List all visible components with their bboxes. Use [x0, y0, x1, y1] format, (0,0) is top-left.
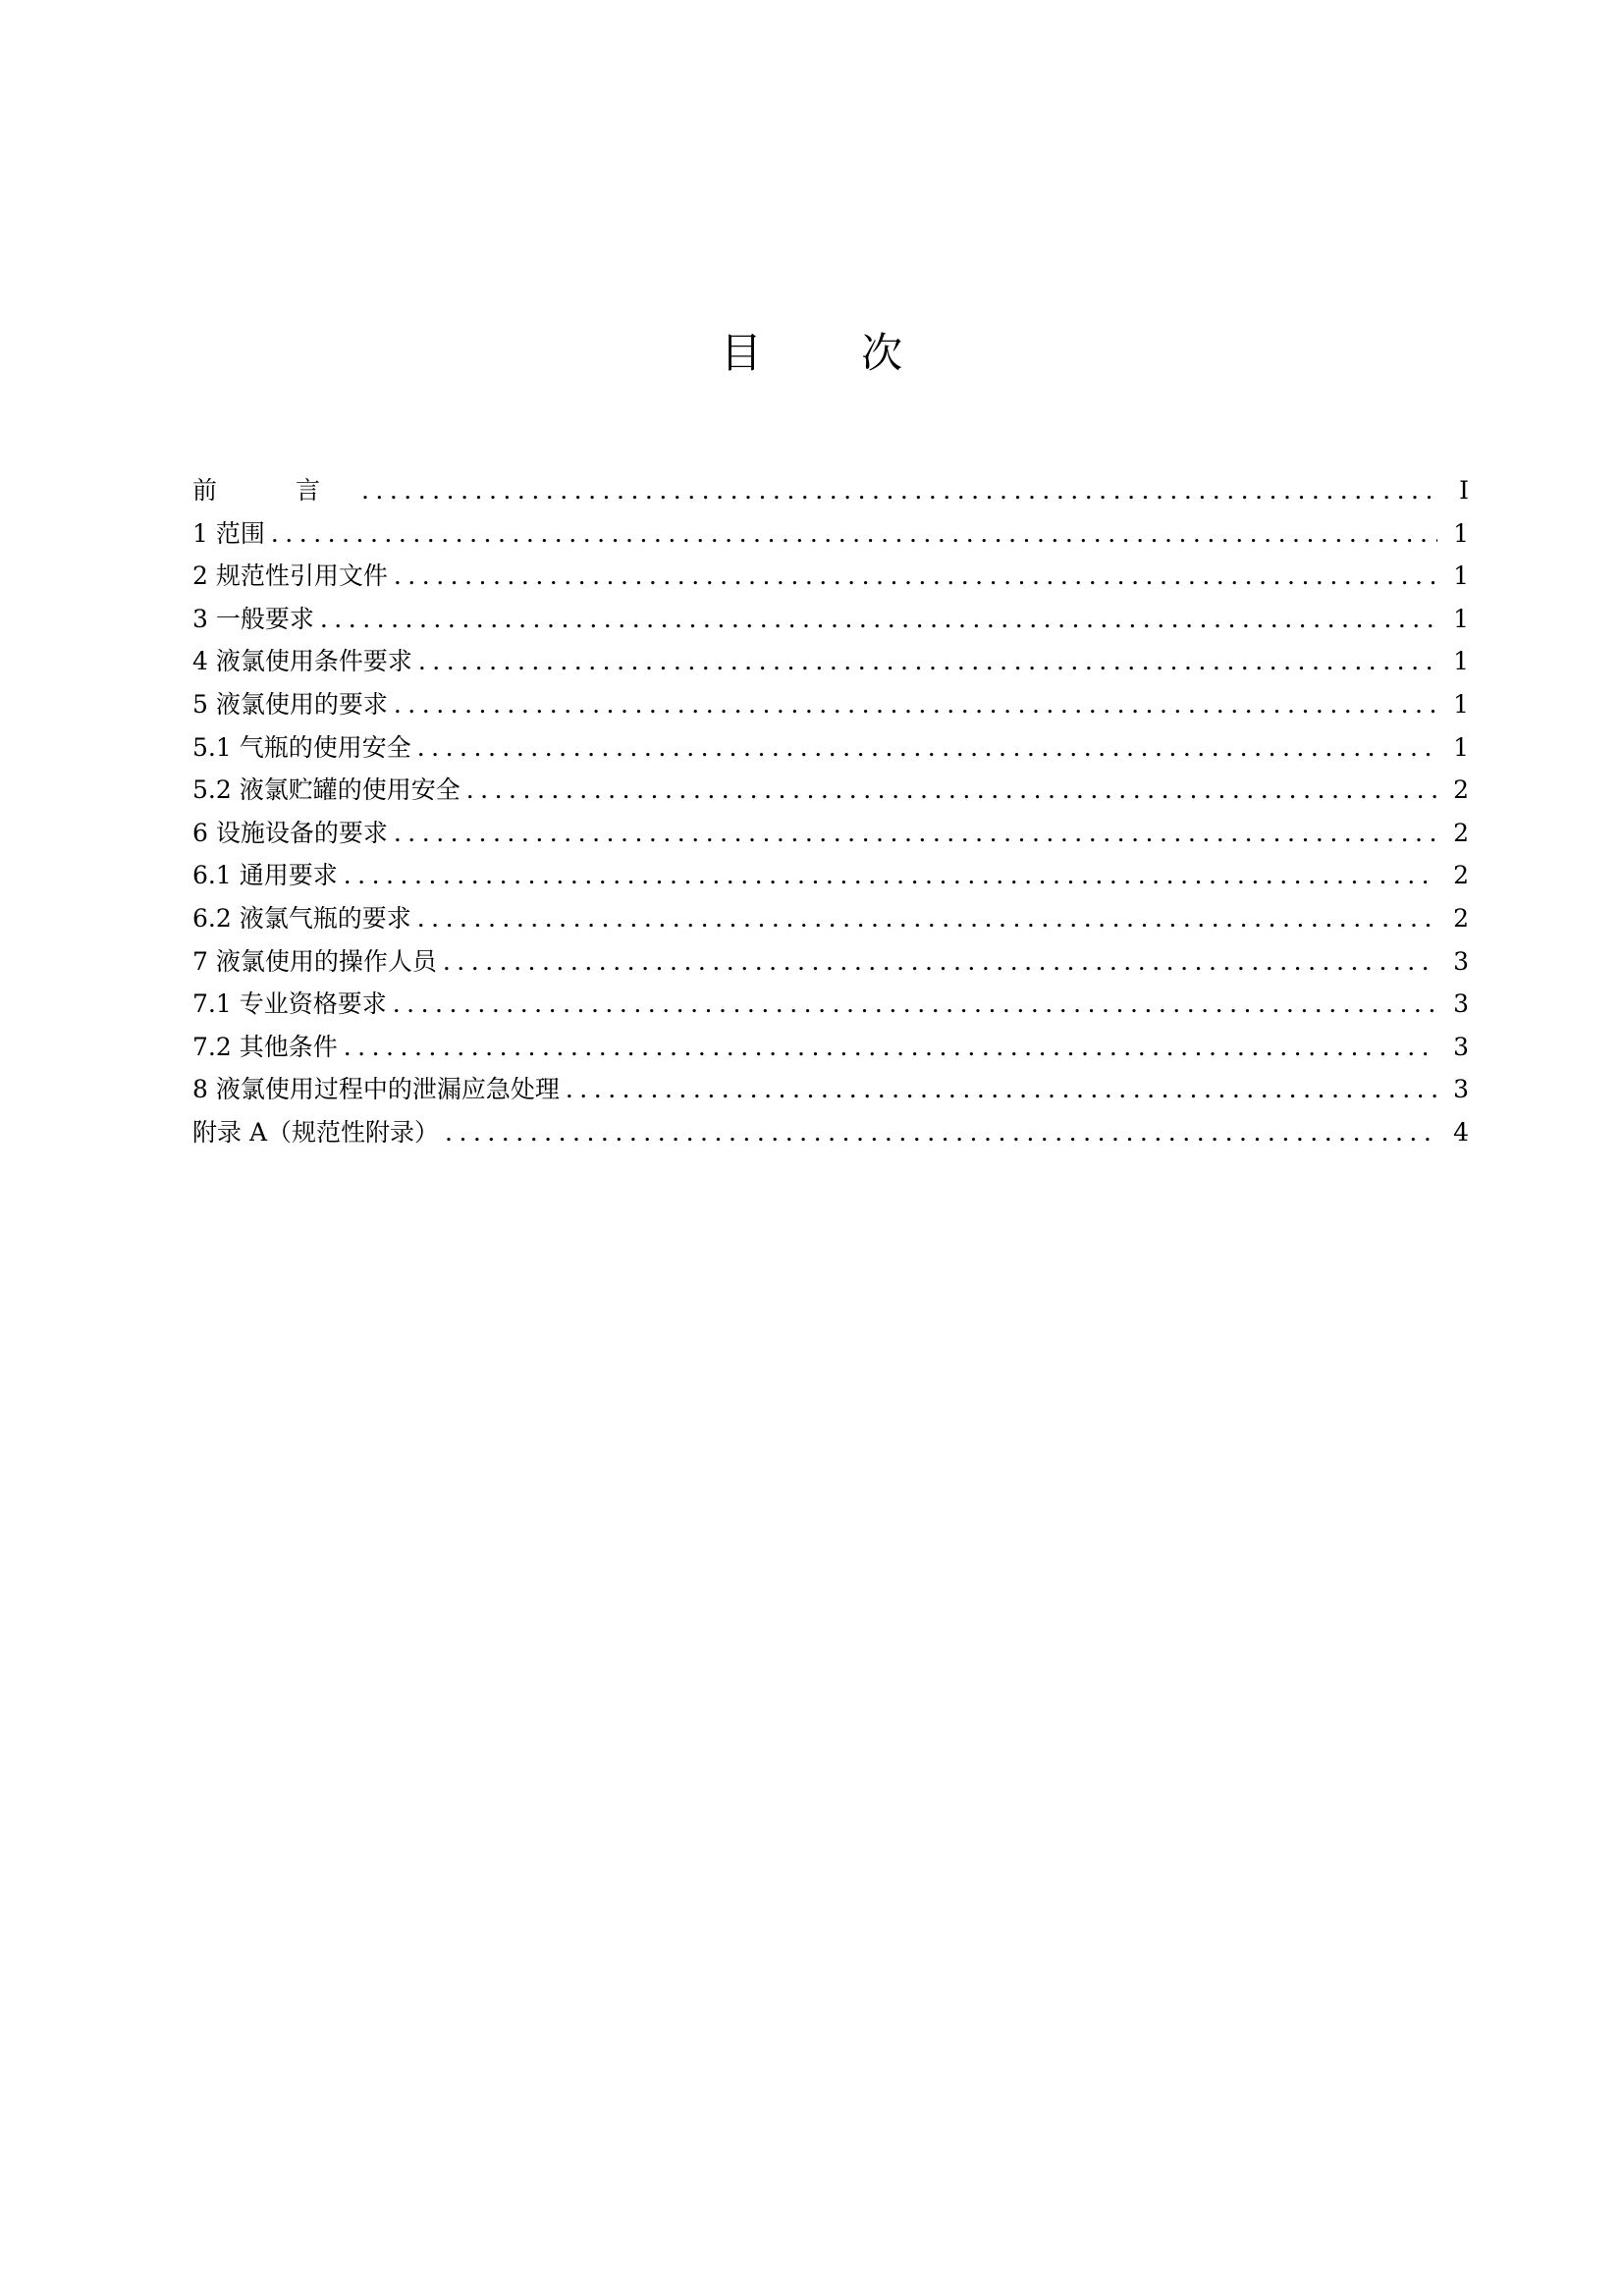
toc-entry-other-conditions[interactable]	[192, 1026, 1469, 1069]
toc-dot-leader	[271, 512, 1437, 556]
toc-entry-page-number: 2	[1453, 861, 1469, 890]
toc-entry-label: 5 液氯使用的要求	[192, 689, 388, 719]
toc-entry-label: 1 范围	[192, 518, 265, 548]
toc-entry-operators[interactable]	[192, 940, 1469, 984]
toc-entry-label: 8 液氯使用过程中的泄漏应急处理	[192, 1075, 560, 1104]
toc-entry-page-number: I	[1459, 476, 1469, 505]
toc-entry-label: 5.1 气瓶的使用安全	[192, 732, 411, 762]
toc-dot-leader	[394, 555, 1437, 598]
toc-entry-leak-emergency[interactable]	[192, 1068, 1469, 1111]
toc-entry-label: 5.2 液氯贮罐的使用安全	[192, 775, 460, 805]
toc-entry-label: 7 液氯使用的操作人员	[192, 946, 437, 976]
toc-dot-leader	[566, 1068, 1437, 1111]
toc-dot-leader	[417, 897, 1437, 940]
toc-entry-cylinder-safety[interactable]	[192, 726, 1469, 770]
toc-entry-label: 前 言	[192, 476, 355, 505]
toc-dot-leader	[445, 1111, 1437, 1154]
toc-entry-normative-references[interactable]	[192, 555, 1469, 598]
toc-entry-scope[interactable]	[192, 512, 1469, 556]
toc-entry-general-equipment[interactable]	[192, 854, 1469, 897]
toc-dot-leader	[394, 683, 1437, 726]
toc-dot-leader	[344, 854, 1437, 897]
toc-entry-page-number: 2	[1453, 903, 1469, 933]
toc-entry-tank-safety[interactable]	[192, 769, 1469, 812]
toc-entry-page-number: 1	[1453, 604, 1469, 633]
toc-dot-leader	[443, 940, 1437, 984]
toc-entry-label: 4 液氯使用条件要求	[192, 647, 412, 676]
toc-entry-label: 6.1 通用要求	[192, 861, 338, 890]
toc-entry-page-number: 3	[1453, 989, 1469, 1019]
toc-entry-label: 3 一般要求	[192, 604, 314, 633]
toc-entry-page-number: 3	[1453, 1075, 1469, 1104]
toc-entry-equipment-requirements[interactable]	[192, 812, 1469, 855]
toc-dot-leader	[466, 769, 1437, 812]
toc-dot-leader	[344, 1026, 1437, 1069]
toc-dot-leader	[361, 469, 1437, 512]
toc-entry-page-number: 1	[1453, 561, 1469, 591]
toc-entry-page-number: 1	[1453, 518, 1469, 548]
toc-entry-page-number: 2	[1453, 775, 1469, 805]
page-title: 目 次	[720, 329, 947, 377]
toc-entry-page-number: 3	[1453, 1032, 1469, 1061]
toc-entry-preface[interactable]	[192, 469, 1469, 512]
toc-entry-page-number: 4	[1453, 1117, 1469, 1147]
toc-entry-usage-conditions[interactable]	[192, 640, 1469, 683]
toc-entry-general-requirements[interactable]	[192, 598, 1469, 641]
toc-entry-page-number: 1	[1453, 689, 1469, 719]
toc-entry-label: 7.2 其他条件	[192, 1032, 338, 1061]
toc-entry-cylinder-requirements[interactable]	[192, 897, 1469, 940]
toc-dot-leader	[320, 598, 1437, 641]
toc-dot-leader	[418, 640, 1437, 683]
table-of-contents	[192, 469, 1469, 1154]
toc-entry-label: 7.1 专业资格要求	[192, 989, 387, 1019]
toc-entry-label: 2 规范性引用文件	[192, 561, 388, 591]
toc-entry-qualifications[interactable]	[192, 983, 1469, 1026]
toc-entry-page-number: 3	[1453, 946, 1469, 976]
toc-entry-usage-requirements[interactable]	[192, 683, 1469, 726]
toc-entry-label: 附录 A（规范性附录）	[192, 1117, 440, 1147]
toc-dot-leader	[417, 726, 1437, 770]
toc-dot-leader	[394, 812, 1437, 855]
toc-entry-page-number: 2	[1453, 818, 1469, 847]
toc-entry-page-number: 1	[1453, 732, 1469, 762]
toc-entry-page-number: 1	[1453, 647, 1469, 676]
toc-entry-label: 6.2 液氯气瓶的要求	[192, 903, 411, 933]
toc-dot-leader	[393, 983, 1437, 1026]
toc-entry-appendix-a[interactable]	[192, 1111, 1469, 1154]
toc-entry-label: 6 设施设备的要求	[192, 818, 388, 847]
